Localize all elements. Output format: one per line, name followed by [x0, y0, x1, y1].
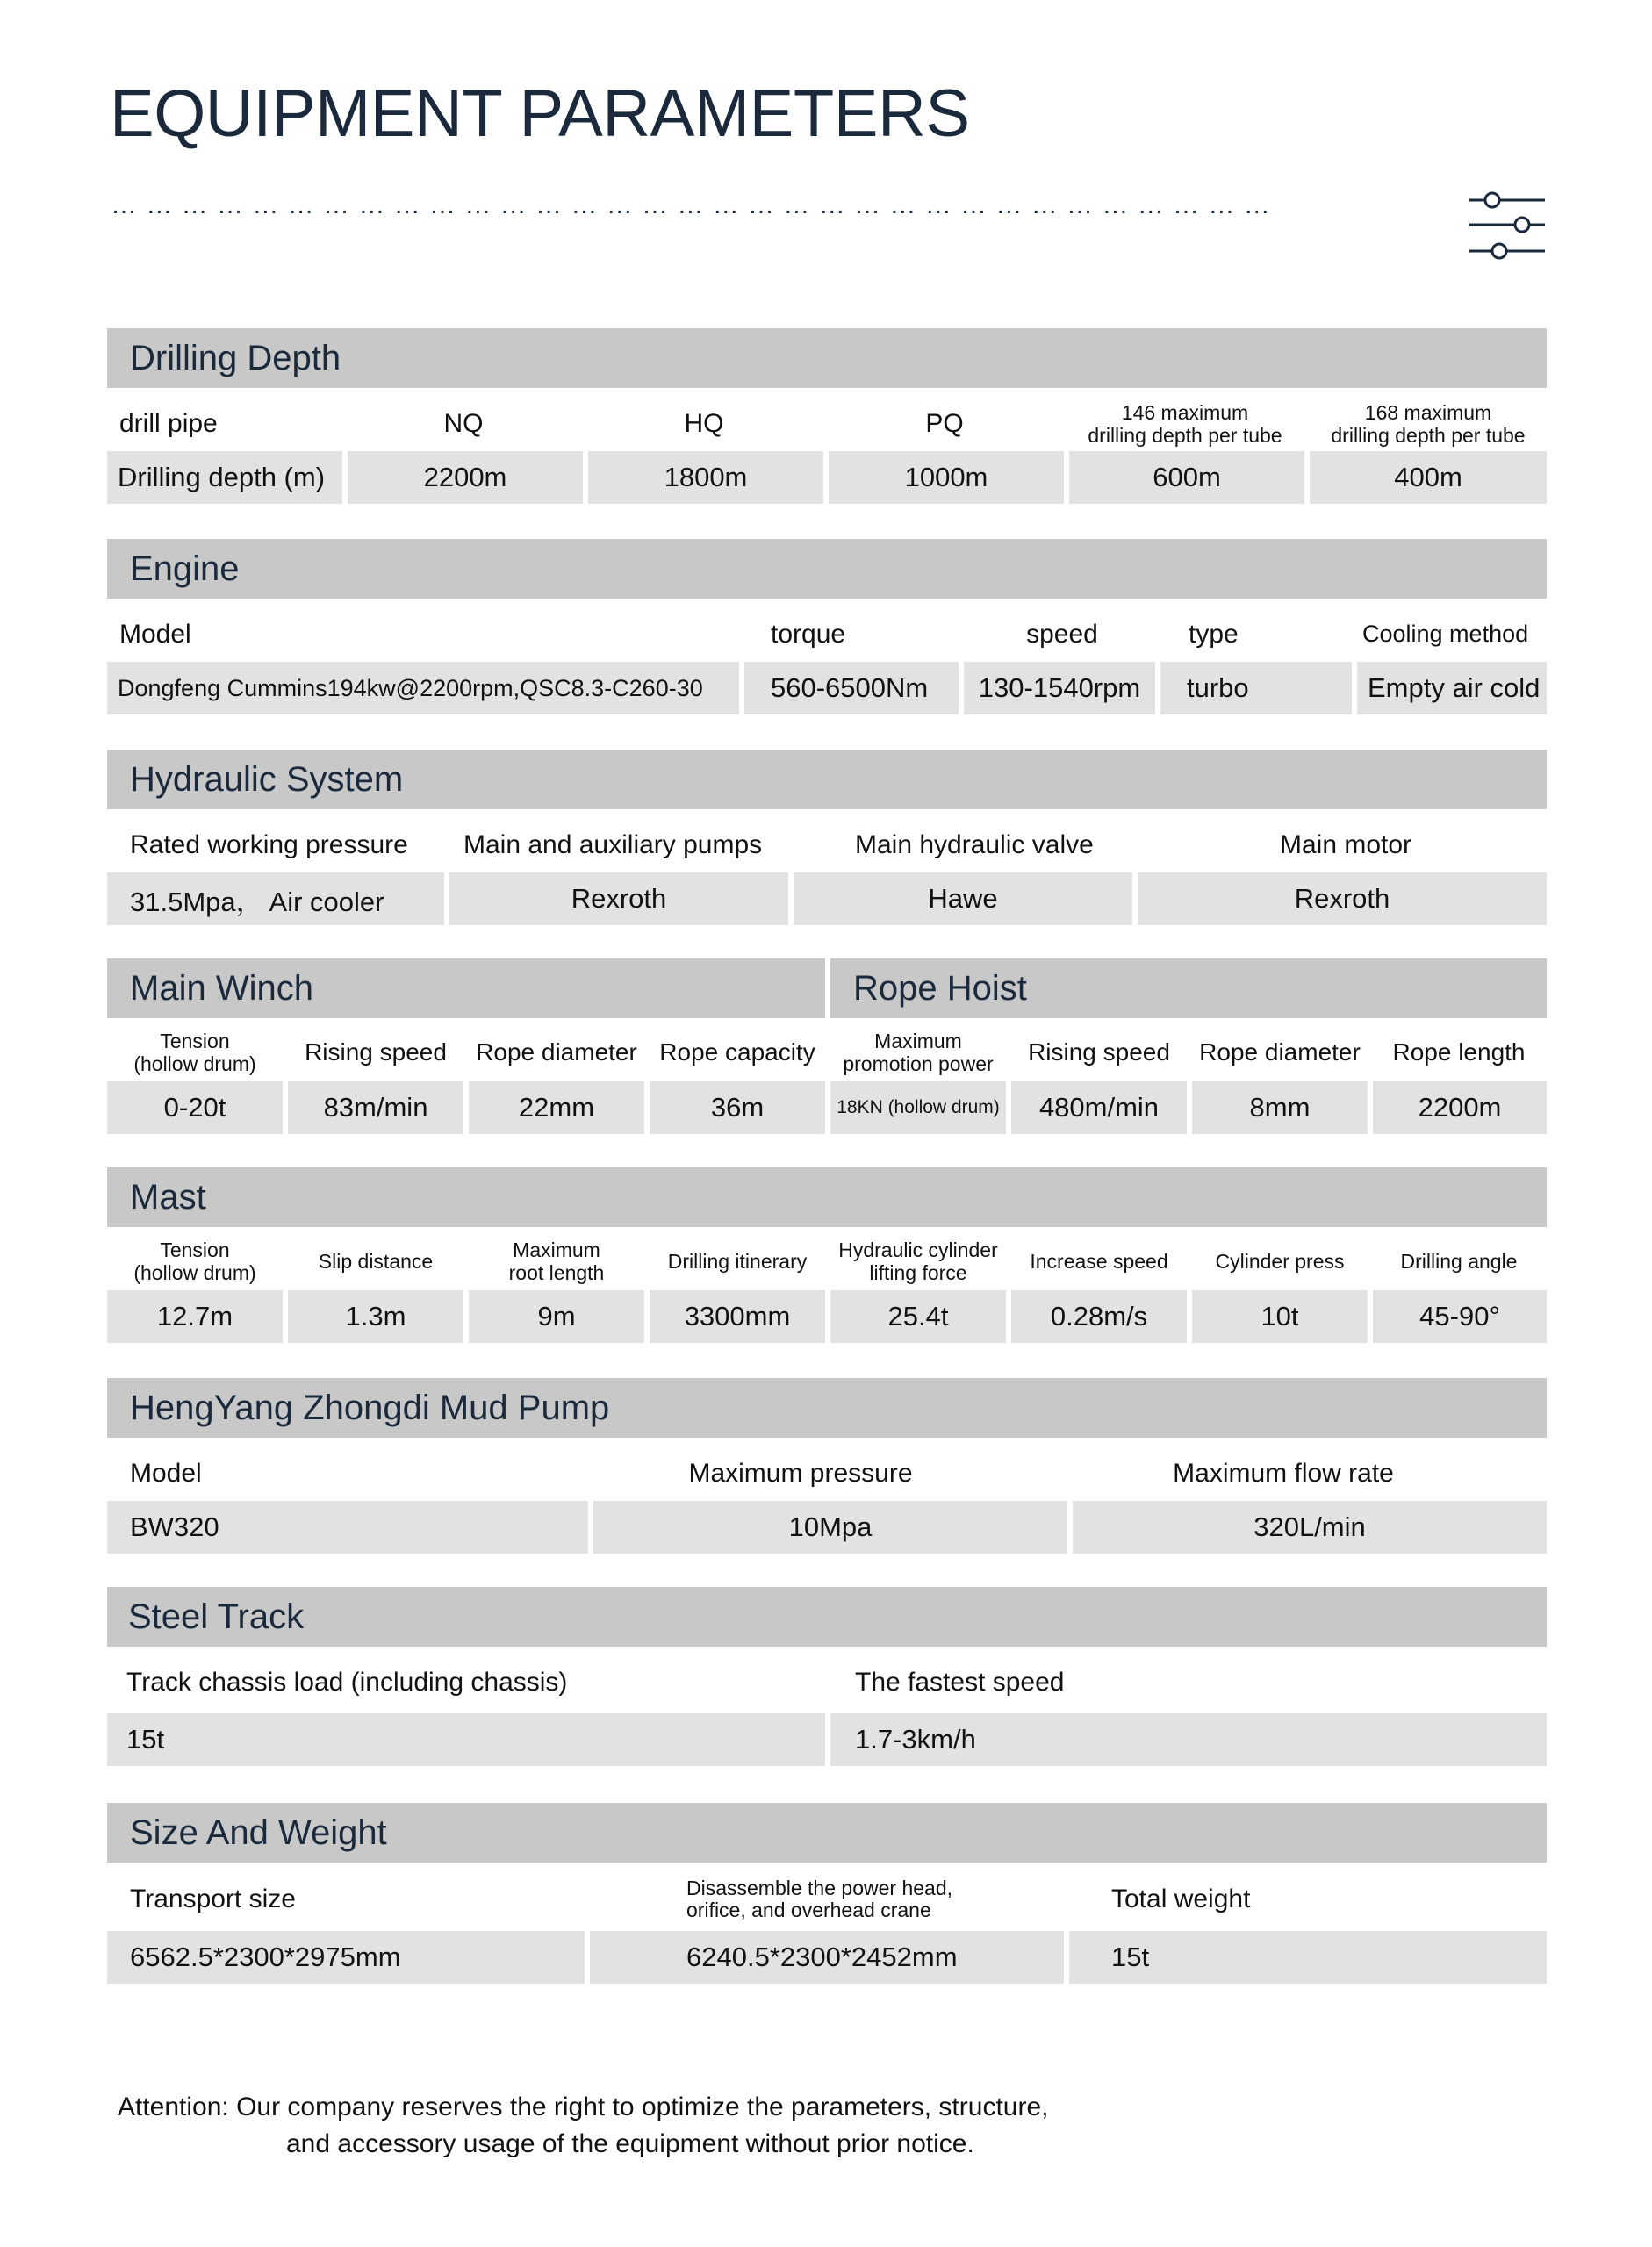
- section-title: Mast: [130, 1178, 206, 1217]
- value-cell: 22mm: [469, 1081, 644, 1134]
- value-cell: 600m: [1069, 451, 1304, 504]
- value-cell: 130-1540rpm: [964, 662, 1155, 714]
- page-title: EQUIPMENT PARAMETERS: [110, 76, 970, 151]
- column-label: Model: [130, 1458, 202, 1488]
- mast-section: [107, 1167, 1547, 1343]
- section-title: HengYang Zhongdi Mud Pump: [130, 1389, 610, 1427]
- value-cell: 12.7m: [107, 1290, 283, 1343]
- section-title: Rope Hoist: [853, 969, 1027, 1008]
- column-label: NQ: [443, 408, 484, 438]
- column-label: Tension (hollow drum): [133, 1238, 256, 1284]
- value-cell: 9m: [469, 1290, 644, 1343]
- value-cell: 480m/min: [1011, 1081, 1187, 1134]
- engine-section: [107, 539, 1547, 714]
- column-label: 146 maximum drilling depth per tube: [1088, 400, 1282, 447]
- value-cell: 400m: [1310, 451, 1547, 504]
- column-label: Maximum flow rate: [1173, 1458, 1394, 1488]
- column-label: torque: [771, 619, 846, 649]
- value-cell: 1800m: [588, 451, 823, 504]
- value-cell: 1.7-3km/h: [830, 1713, 1547, 1766]
- column-label: Rope diameter: [476, 1037, 637, 1066]
- value-cell: 560-6500Nm: [744, 662, 959, 714]
- value-cell: 10t: [1192, 1290, 1368, 1343]
- value-cell: 15t: [107, 1713, 825, 1766]
- value-cell: 18KN (hollow drum): [830, 1081, 1006, 1134]
- main-winch-header: [107, 958, 825, 1018]
- column-label: Main and auxiliary pumps: [463, 829, 763, 859]
- value-cell: 1000m: [829, 451, 1064, 504]
- section-title: Engine: [130, 549, 240, 588]
- column-label: Main motor: [1280, 829, 1412, 859]
- column-label: 168 maximum drilling depth per tube: [1331, 400, 1526, 447]
- value-cell: Dongfeng Cummins194kw@2200rpm,QSC8.3-C260-30: [107, 662, 739, 714]
- section-title: Hydraulic System: [130, 760, 404, 799]
- value-cell: Rexroth: [1138, 872, 1547, 925]
- filter-sliders-icon: [1468, 188, 1547, 260]
- value-cell: 36m: [650, 1081, 825, 1134]
- attention-note: [118, 2089, 1153, 2163]
- section-header: [107, 1378, 1547, 1438]
- column-label: Rising speed: [305, 1037, 447, 1066]
- value-cell: turbo: [1160, 662, 1352, 714]
- value-cell: 2200m: [1373, 1081, 1547, 1134]
- column-label: Maximum root length: [508, 1238, 605, 1284]
- value-cell: 1.3m: [288, 1290, 463, 1343]
- section-header: [107, 1587, 1547, 1647]
- column-label: Drilling itinerary: [667, 1249, 808, 1273]
- hydraulic-system-section: [107, 750, 1547, 925]
- dotted-divider: … … … … … … … … … … … … … … … … … … … … … … … … … … … … … … … … …: [111, 195, 1271, 216]
- value-cell: 6240.5*2300*2452mm: [590, 1931, 1064, 1984]
- section-header: [107, 1803, 1547, 1863]
- value-cell: 25.4t: [830, 1290, 1006, 1343]
- column-label: Transport size: [130, 1884, 296, 1913]
- column-label: Cooling method: [1362, 621, 1529, 648]
- value-label-cell: Drilling depth (m): [107, 451, 342, 504]
- value-cell: 15t: [1069, 1931, 1547, 1984]
- column-label: Rope diameter: [1199, 1037, 1361, 1066]
- column-label: Hydraulic cylinder lifting force: [838, 1238, 998, 1284]
- column-label: speed: [1026, 619, 1098, 649]
- value-cell: 6562.5*2300*2975mm: [107, 1931, 585, 1984]
- column-label: Drilling angle: [1400, 1249, 1518, 1273]
- column-label: Rope length: [1392, 1037, 1526, 1066]
- section-header: [107, 539, 1547, 599]
- value-cell: BW320: [107, 1501, 588, 1554]
- value-cell: Rexroth: [449, 872, 788, 925]
- column-label: HQ: [684, 408, 724, 438]
- mud-pump-section: [107, 1378, 1547, 1554]
- column-label: Slip distance: [318, 1249, 434, 1273]
- section-header: [107, 750, 1547, 809]
- winch-hoist-section: [107, 958, 1547, 1134]
- value-cell: 83m/min: [288, 1081, 463, 1134]
- value-cell: 8mm: [1192, 1081, 1368, 1134]
- rope-hoist-header: [830, 958, 1547, 1018]
- value-cell: 0-20t: [107, 1081, 283, 1134]
- value-cell: 320L/min: [1073, 1501, 1547, 1554]
- drilling-depth-section: [107, 328, 1547, 504]
- column-label: Tension (hollow drum): [133, 1029, 256, 1075]
- column-label: Model: [119, 619, 191, 649]
- value-cell: Hawe: [794, 872, 1132, 925]
- column-label: Disassemble the power head, orifice, and overhead crane: [686, 1876, 952, 1921]
- steel-track-section: [107, 1587, 1547, 1766]
- column-label: type: [1189, 619, 1239, 649]
- section-header: [107, 1167, 1547, 1227]
- column-label: The fastest speed: [855, 1667, 1065, 1697]
- value-cell: 31.5Mpa， Air cooler: [107, 872, 444, 925]
- column-label: Track chassis load (including chassis): [126, 1667, 568, 1697]
- column-label: Total weight: [1111, 1884, 1251, 1913]
- column-label: PQ: [925, 408, 964, 438]
- row-label: drill pipe: [119, 408, 218, 438]
- column-label: Increase speed: [1030, 1249, 1168, 1273]
- attention-line-2: and accessory usage of the equipment without prior notice.: [286, 2129, 974, 2158]
- column-label: Rope capacity: [659, 1037, 815, 1066]
- column-label: Maximum promotion power: [843, 1029, 994, 1075]
- value-cell: 3300mm: [650, 1290, 825, 1343]
- column-label: Main hydraulic valve: [855, 829, 1094, 859]
- section-title: Drilling Depth: [130, 339, 341, 377]
- section-title: Steel Track: [128, 1597, 305, 1636]
- section-title: Size And Weight: [130, 1813, 387, 1852]
- value-cell: Empty air cold: [1357, 662, 1547, 714]
- column-label: Cylinder press: [1215, 1249, 1345, 1273]
- column-label: Rated working pressure: [130, 829, 408, 859]
- value-cell: 45-90°: [1373, 1290, 1547, 1343]
- column-label: Maximum pressure: [688, 1458, 913, 1488]
- value-cell: 0.28m/s: [1011, 1290, 1187, 1343]
- size-weight-section: [107, 1803, 1547, 1984]
- attention-line-1: Attention: Our company reserves the right to optimize the parameters, structure,: [118, 2093, 1049, 2121]
- value-cell: 10Mpa: [593, 1501, 1067, 1554]
- section-header: [107, 328, 1547, 388]
- column-label: Rising speed: [1028, 1037, 1170, 1066]
- section-title: Main Winch: [130, 969, 313, 1008]
- value-cell: 2200m: [348, 451, 583, 504]
